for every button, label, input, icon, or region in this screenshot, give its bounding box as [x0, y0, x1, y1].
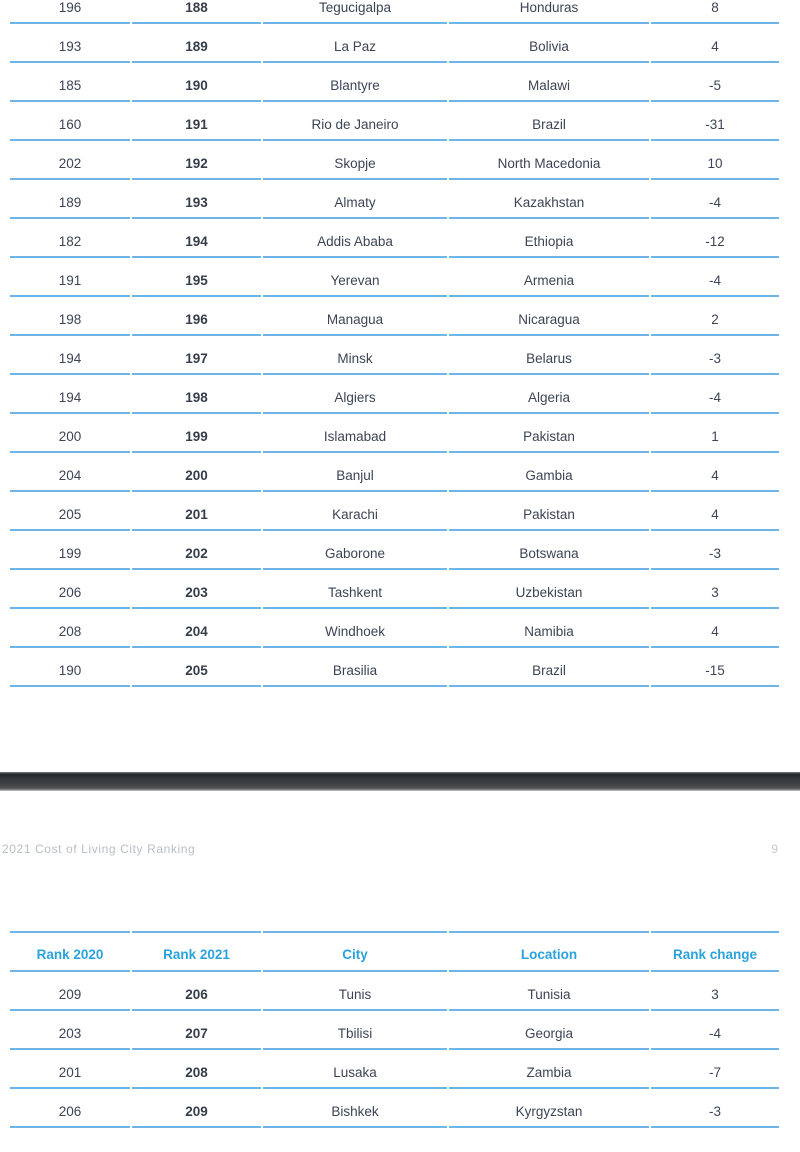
rank-2021-cell: 208 [132, 1050, 261, 1089]
city-cell: Banjul [263, 453, 447, 492]
city-cell: Brasilia [263, 648, 447, 687]
location-cell: Belarus [449, 336, 649, 375]
city-cell: Tashkent [263, 570, 447, 609]
ranking-rows-page-8 [10, 0, 779, 687]
rank-2021-cell: 199 [132, 414, 261, 453]
city-cell: Managua [263, 297, 447, 336]
rank-change-cell: -3 [651, 336, 779, 375]
rank-2021-cell: 202 [132, 531, 261, 570]
location-cell: Bolivia [449, 24, 649, 63]
location-cell: Pakistan [449, 414, 649, 453]
location-cell: North Macedonia [449, 141, 649, 180]
rank-2020-cell: 189 [10, 180, 130, 219]
column-header-rank-change: Rank change [651, 931, 779, 972]
location-cell: Zambia [449, 1050, 649, 1089]
rank-change-cell: -4 [651, 1011, 779, 1050]
city-cell: Minsk [263, 336, 447, 375]
rank-2021-cell: 194 [132, 219, 261, 258]
rank-change-cell: 10 [651, 141, 779, 180]
table-row [10, 297, 779, 336]
table-row [10, 180, 779, 219]
location-cell: Armenia [449, 258, 649, 297]
table-row [10, 648, 779, 687]
rank-2021-cell: 189 [132, 24, 261, 63]
rank-2020-cell: 196 [10, 0, 130, 24]
rank-2020-cell: 190 [10, 648, 130, 687]
column-header-rank-2020: Rank 2020 [10, 931, 130, 972]
rank-change-cell: 8 [651, 0, 779, 24]
rank-2020-cell: 194 [10, 336, 130, 375]
rank-2020-cell: 200 [10, 414, 130, 453]
rank-2020-cell: 209 [10, 972, 130, 1011]
rank-change-cell: 2 [651, 297, 779, 336]
rank-2020-cell: 208 [10, 609, 130, 648]
table-row [10, 219, 779, 258]
rank-change-cell: -4 [651, 258, 779, 297]
rank-change-cell: -4 [651, 180, 779, 219]
rank-2021-cell: 204 [132, 609, 261, 648]
document-title: 2021 Cost of Living City Ranking [2, 842, 196, 856]
city-cell: Tbilisi [263, 1011, 447, 1050]
rank-2020-cell: 201 [10, 1050, 130, 1089]
header-row [10, 931, 779, 972]
rank-2021-cell: 196 [132, 297, 261, 336]
table-row [10, 1089, 779, 1128]
table-row [10, 609, 779, 648]
table-row [10, 972, 779, 1011]
rank-2021-cell: 200 [132, 453, 261, 492]
rank-2020-cell: 206 [10, 1089, 130, 1128]
location-cell: Malawi [449, 63, 649, 102]
table-row [10, 141, 779, 180]
location-cell: Tunisia [449, 972, 649, 1011]
column-header-location: Location [449, 931, 649, 972]
running-header [0, 841, 800, 859]
cost-of-living-ranking-table-page-9 [8, 931, 781, 1128]
rank-change-cell: 4 [651, 609, 779, 648]
table-row [10, 570, 779, 609]
rank-2021-cell: 193 [132, 180, 261, 219]
rank-change-cell: -31 [651, 102, 779, 141]
table-row [10, 375, 779, 414]
rank-change-cell: -15 [651, 648, 779, 687]
rank-change-cell: -3 [651, 531, 779, 570]
rank-2021-cell: 197 [132, 336, 261, 375]
cost-of-living-ranking-table-page-8 [8, 0, 781, 687]
location-cell: Pakistan [449, 492, 649, 531]
table-row [10, 531, 779, 570]
table-row [10, 258, 779, 297]
rank-2021-cell: 192 [132, 141, 261, 180]
location-cell: Uzbekistan [449, 570, 649, 609]
rank-2020-cell: 202 [10, 141, 130, 180]
rank-2020-cell: 194 [10, 375, 130, 414]
table-row [10, 492, 779, 531]
table-row [10, 336, 779, 375]
location-cell: Nicaragua [449, 297, 649, 336]
city-cell: Rio de Janeiro [263, 102, 447, 141]
column-header-city: City [263, 931, 447, 972]
city-cell: Tunis [263, 972, 447, 1011]
rank-change-cell: 1 [651, 414, 779, 453]
table-row [10, 453, 779, 492]
rank-2021-cell: 198 [132, 375, 261, 414]
rank-2020-cell: 205 [10, 492, 130, 531]
table-row [10, 63, 779, 102]
city-cell: Blantyre [263, 63, 447, 102]
rank-2020-cell: 160 [10, 102, 130, 141]
city-cell: Windhoek [263, 609, 447, 648]
rank-2020-cell: 191 [10, 258, 130, 297]
location-cell: Gambia [449, 453, 649, 492]
rank-2020-cell: 185 [10, 63, 130, 102]
rank-2021-cell: 188 [132, 0, 261, 24]
rank-change-cell: -12 [651, 219, 779, 258]
rank-change-cell: 4 [651, 492, 779, 531]
rank-2020-cell: 182 [10, 219, 130, 258]
rank-2021-cell: 195 [132, 258, 261, 297]
rank-2020-cell: 203 [10, 1011, 130, 1050]
city-cell: Yerevan [263, 258, 447, 297]
rank-change-cell: -7 [651, 1050, 779, 1089]
rank-2020-cell: 204 [10, 453, 130, 492]
rank-2020-cell: 199 [10, 531, 130, 570]
ranking-table-header [10, 931, 779, 972]
rank-change-cell: 4 [651, 453, 779, 492]
city-cell: Skopje [263, 141, 447, 180]
table-row [10, 1050, 779, 1089]
location-cell: Brazil [449, 648, 649, 687]
rank-change-cell: 3 [651, 972, 779, 1011]
rank-change-cell: -3 [651, 1089, 779, 1128]
city-cell: La Paz [263, 24, 447, 63]
rank-2021-cell: 206 [132, 972, 261, 1011]
rank-change-cell: 4 [651, 24, 779, 63]
rank-2021-cell: 190 [132, 63, 261, 102]
city-cell: Lusaka [263, 1050, 447, 1089]
table-row [10, 1011, 779, 1050]
rank-2021-cell: 207 [132, 1011, 261, 1050]
city-cell: Karachi [263, 492, 447, 531]
city-cell: Islamabad [263, 414, 447, 453]
city-cell: Addis Ababa [263, 219, 447, 258]
city-cell: Algiers [263, 375, 447, 414]
page-number: 9 [771, 842, 778, 856]
city-cell: Bishkek [263, 1089, 447, 1128]
rank-2021-cell: 201 [132, 492, 261, 531]
location-cell: Kyrgyzstan [449, 1089, 649, 1128]
location-cell: Botswana [449, 531, 649, 570]
rank-change-cell: -4 [651, 375, 779, 414]
rank-2021-cell: 203 [132, 570, 261, 609]
rank-change-cell: 3 [651, 570, 779, 609]
location-cell: Brazil [449, 102, 649, 141]
city-cell: Almaty [263, 180, 447, 219]
table-row [10, 102, 779, 141]
location-cell: Georgia [449, 1011, 649, 1050]
city-cell: Tegucigalpa [263, 0, 447, 24]
location-cell: Kazakhstan [449, 180, 649, 219]
rank-2021-cell: 191 [132, 102, 261, 141]
table-row [10, 414, 779, 453]
rank-2020-cell: 206 [10, 570, 130, 609]
table-row [10, 24, 779, 63]
table-row [10, 0, 779, 24]
rank-2020-cell: 193 [10, 24, 130, 63]
column-header-rank-2021: Rank 2021 [132, 931, 261, 972]
location-cell: Ethiopia [449, 219, 649, 258]
rank-2021-cell: 209 [132, 1089, 261, 1128]
rank-2020-cell: 198 [10, 297, 130, 336]
ranking-rows-page-9 [10, 972, 779, 1128]
location-cell: Honduras [449, 0, 649, 24]
location-cell: Namibia [449, 609, 649, 648]
location-cell: Algeria [449, 375, 649, 414]
rank-2021-cell: 205 [132, 648, 261, 687]
rank-change-cell: -5 [651, 63, 779, 102]
city-cell: Gaborone [263, 531, 447, 570]
page-break-bar [0, 772, 800, 791]
